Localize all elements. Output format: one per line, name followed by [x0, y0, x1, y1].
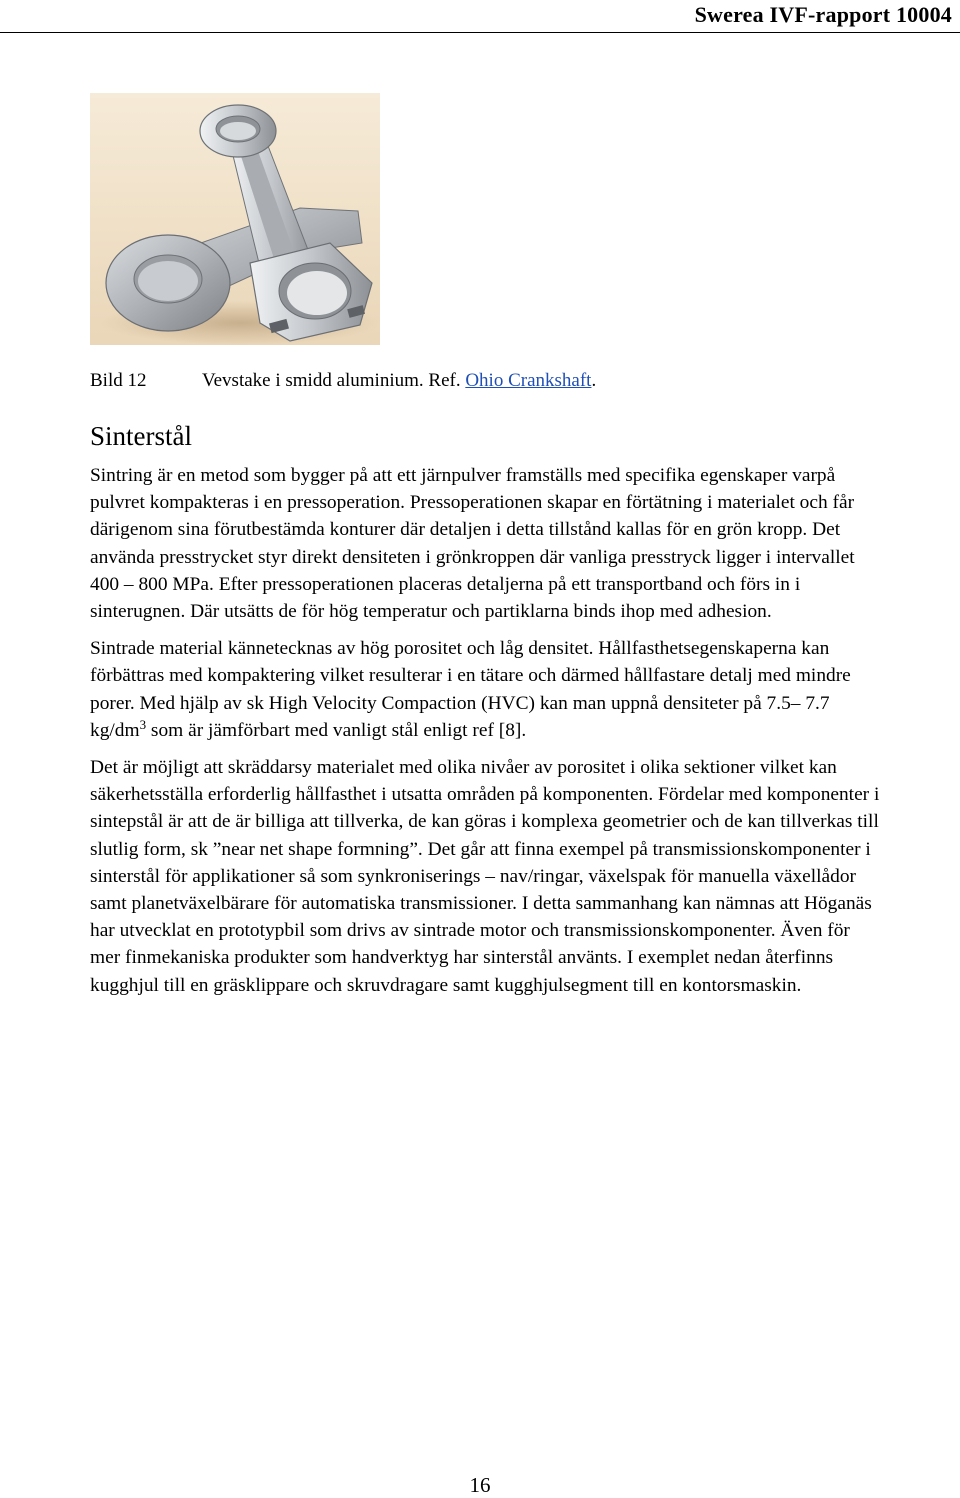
report-title: Swerea IVF-rapport 10004 — [694, 2, 952, 27]
connecting-rod-photo — [90, 93, 380, 345]
figure-caption — [90, 368, 596, 394]
caption-text: Vevstake i smidd aluminium. Ref. — [202, 370, 466, 391]
paragraph-2-text: Sintrade material kännetecknas av hög porositet och låg densitet. Hållfasthetsegenskaperna kan förbättras med kompaktering vilket resulterar i en tätare och därmed hållfastare detalj med mindre porer. Med hjälp av sk High Velocity Compaction (HVC) kan man uppnå densiteter på 7.5– 7.7 kg/dm — [90, 638, 851, 741]
section-title: Sinterstål — [90, 421, 192, 451]
page-number: 16 — [469, 1473, 491, 1497]
caption-end: . — [591, 370, 597, 391]
paragraph-1: Sintring är en metod som bygger på att ett järnpulver framställs med specifika egenskaper varpå pulvret kompakteras i en pressoperation. Pressoperationen skapar en förtätning i materialet och får därigenom sina förutbestämda konturer där detaljen i detta tillstånd kallas för en grön kropp. Det använda presstrycket styr direkt densiteten i grönkroppen där vanliga presstryck ligger i intervallet 400 – 800 MPa. Efter pressoperationen placeras detaljerna på ett transportband och förs in i sinterugnen. Där utsätts de för hög temperatur och partiklarna binds ihop med adhesion. — [90, 465, 855, 623]
body-text — [90, 462, 880, 1009]
caption-link[interactable]: Ohio Crankshaft — [465, 370, 592, 391]
paragraph-2 — [90, 635, 880, 744]
paragraph-2-end: som är jämförbart med vanligt stål enligt ref [8]. — [146, 719, 527, 741]
paragraph-3: Det är möjligt att skräddarsy materialet med olika nivåer av porositet i olika sektioner vilket kan säkerhetsställa erforderlig hållfasthet i utsatta områden på komponenten. Fördelar med komponenter i sintерstål är att de är billiga att tillverka, de kan göras i komplexa geometrier och de kan tillverkas till slutlig form, sk ”near net shape formning”. Det går att finna exempel på transmissionskomponenter i sinterstål för applikationer så som synkroniserings – nav/ringar, växelspak för manuella växellådor samt planetväxelbärare för automatiska transmissioner. I detta sammanhang kan nämnas att Höganäs har utvecklat en prototypbil som drivs av sintrade motor och transmissionskomponenter. Även för mer finmekaniska produkter som handverktyg har sinterstål använts. I exemplet nedan återfinns kugghjul till en gräsklippare och skruvdragare samt kugghjulsegment till en kontorsmaskin. — [90, 757, 880, 996]
superscript-3: 3 — [139, 716, 147, 732]
caption-number: Bild 12 — [90, 370, 147, 391]
page-header — [0, 0, 960, 33]
